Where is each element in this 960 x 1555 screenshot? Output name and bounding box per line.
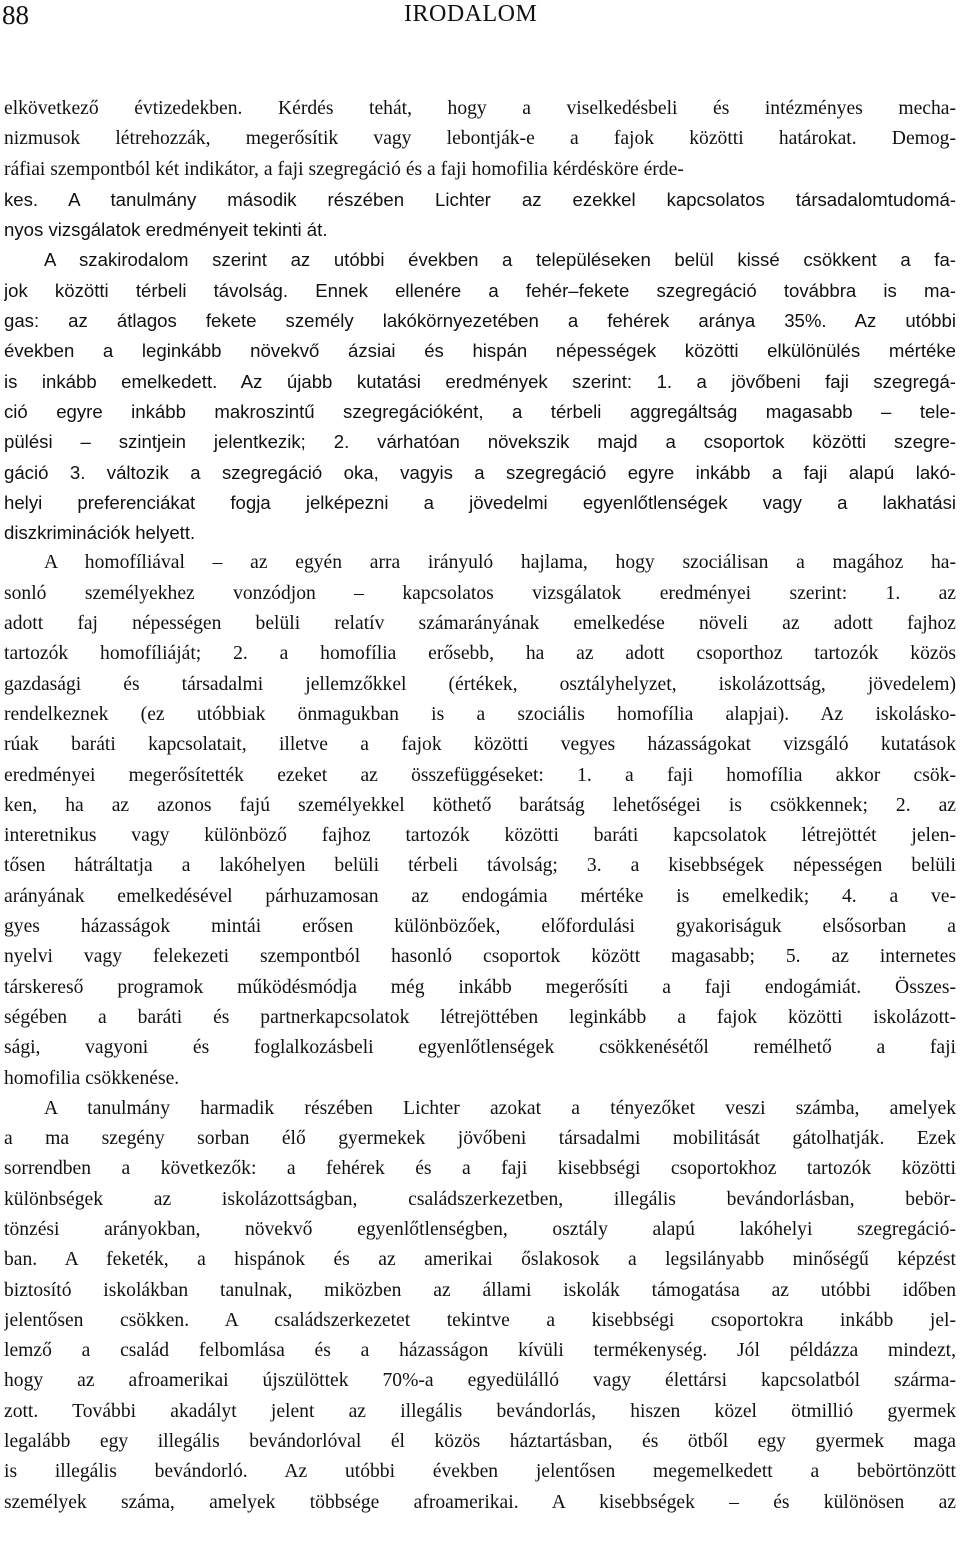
text-line: eredményei megerősítették ezeket az összefüggéseket: 1. a faji homofília akkor csök-: [4, 764, 956, 786]
text-line: tönzési arányokban, növekvő egyenlőtlenségben, osztály alapú lakóhelyi szegregáció-: [4, 1218, 956, 1240]
text-line: A tanulmány harmadik részében Lichter azokat a tényezőket veszi számba, amelyek: [44, 1097, 956, 1119]
paragraph: [4, 548, 956, 1093]
paragraph: [4, 185, 956, 246]
running-title: IRODALOM: [404, 1, 538, 27]
text-line: zott. További akadályt jelent az illegális bevándorlás, hiszen közel ötmillió gyermek: [4, 1400, 956, 1422]
text-line: ségében a baráti és partnerkapcsolatok létrejöttében leginkább a fajok közötti iskolázott-: [4, 1006, 956, 1028]
text-line: sonló személyekhez vonzódjon – kapcsolatos vizsgálatok eredményei szerint: 1. az: [4, 582, 956, 604]
text-line: elkövetkező évtizedekben. Kérdés tehát, hogy a viselkedésbeli és intézményes mecha-: [4, 98, 956, 119]
text-line: A homofíliával – az egyén arra irányuló hajlama, hogy szociálisan a magához ha-: [44, 552, 956, 574]
text-line: ban. A feketék, a hispánok és az amerikai őslakosok a legsilányabb minőségű képzést: [4, 1249, 956, 1271]
text-line: A szakirodalom szerint az utóbbi években a településeken belül kissé csökkent a fa-: [44, 249, 956, 271]
text-line: jok közötti térbeli távolság. Ennek ellenére a fehér–fekete szegregáció továbbra is ma-: [4, 279, 956, 301]
text-line: társkereső programok működésmódja még inkább megerősíti a faji endogámiát. Összes-: [4, 976, 956, 998]
text-line: homofilia csökkenése.: [4, 1067, 180, 1089]
text-line: rendelkeznek (ez utóbbiak önmagukban is a szociális homofília alapjai). Az iskolásko-: [4, 703, 956, 725]
text-line: a ma szegény sorban élő gyermekek jövőbeni társadalmi mobilitását gátolhatják. Ezek: [4, 1128, 956, 1150]
text-line: sági, vagyoni és foglalkozásbeli egyenlőtlenségek csökkenésétől remélhető a faji: [4, 1037, 956, 1059]
text-line: gáció 3. változik a szegregáció oka, vagyis a szegregáció egyre inkább a faji alapú lakó-: [4, 461, 956, 483]
text-line: években a leginkább növekvő ázsiai és hispán népességek közötti elkülönülés mértéke: [4, 340, 956, 362]
paragraph: [4, 245, 956, 548]
text-line: interetnikus vagy különböző fajhoz tartozók közötti baráti kapcsolatok létrejöttét jelen-: [4, 825, 956, 847]
text-line: kes. A tanulmány második részében Lichter az ezekkel kapcsolatos társadalomtudomá-: [4, 188, 956, 210]
text-line: gyes házasságok mintái erősen különbözőek, előfordulási gyakoriságuk elsősorban a: [4, 916, 956, 938]
text-line: személyek száma, amelyek többsége afroamerikai. A kisebbségek – és különösen az: [4, 1491, 956, 1513]
text-line: gazdasági és társadalmi jellemzőkkel (értékek, osztályhelyzet, iskolázottság, jövedelem): [4, 673, 956, 695]
text-line: jelentősen csökken. A családszerkezetet tekintve a kisebbségi csoportokra inkább jel-: [4, 1309, 956, 1331]
text-line: is inkább emelkedett. Az újabb kutatási eredmények szerint: 1. a jövőbeni faji szegregá-: [4, 370, 956, 392]
text-line: nyelvi vagy felekezeti szempontból hasonló csoportok között magasabb; 5. az internetes: [4, 946, 956, 968]
page-header: [0, 0, 960, 34]
text-line: ció egyre inkább makroszintű szegregációként, a térbeli aggregáltság magasabb – tele-: [4, 400, 956, 422]
text-line: arányának emelkedésével párhuzamosan az endogámia mértéke is emelkedik; 4. a ve-: [4, 885, 956, 907]
text-line: helyi preferenciákat fogja jelképezni a jövedelmi egyenlőtlenségek vagy a lakhatási: [4, 491, 956, 513]
text-line: adott faj népességen belüli relatív számarányának emelkedése növeli az adott fajhoz: [4, 613, 956, 635]
text-line: rúak baráti kapcsolatait, illetve a fajok közötti vegyes házasságokat vizsgáló kutatások: [4, 734, 956, 756]
text-line: pülési – szintjein jelentkezik; 2. várhatóan növekszik majd a csoportok közötti szegre-: [4, 431, 956, 453]
text-line: legalább egy illegális bevándorlóval él közös háztartásban, és ötből egy gyermek maga: [4, 1431, 956, 1453]
text-line: lemző a család felbomlása és a házasságon kívüli termékenység. Jól példázza mindezt,: [4, 1340, 956, 1362]
text-line: ráfiai szempontból két indikátor, a faji szegregáció és a faji homofilia kérdésköre érde-: [4, 158, 684, 180]
text-line: diszkriminációk helyett.: [4, 522, 196, 544]
body-text: [4, 94, 956, 1518]
text-line: biztosító iskolákban tanulnak, miközben az állami iskolák támogatása az utóbbi időben: [4, 1279, 956, 1301]
text-line: ken, ha az azonos fajú személyekkel köthető barátság lehetőségei is csökkennek; 2. az: [4, 794, 956, 816]
text-line: tartozók homofíliáját; 2. a homofília erősebb, ha az adott csoporthoz tartozók közös: [4, 643, 956, 665]
text-line: is illegális bevándorló. Az utóbbi években jelentősen megemelkedett a bebörtönzött: [4, 1461, 956, 1483]
paragraph: [4, 94, 956, 185]
text-line: nizmusok létrehozzák, megerősítik vagy lebontják-e a fajok közötti határokat. Demog-: [4, 128, 956, 150]
paragraph: [4, 1094, 956, 1518]
text-line: tősen hátráltatja a lakóhelyen belüli térbeli távolság; 3. a kisebbségek népességen belüli: [4, 855, 956, 877]
text-line: gas: az átlagos fekete személy lakókörnyezetében a fehérek aránya 35%. Az utóbbi: [4, 310, 956, 332]
page-number: 88: [2, 0, 29, 30]
text-line: nyos vizsgálatok eredményeit tekinti át.: [4, 219, 328, 241]
text-line: sorrendben a következők: a fehérek és a faji kisebbségi csoportokhoz tartozók közötti: [4, 1158, 956, 1180]
text-line: különbségek az iskolázottságban, családszerkezetben, illegális bevándorlásban, bebör-: [4, 1188, 956, 1210]
text-line: hogy az afroamerikai újszülöttek 70%-a egyedülálló vagy élettársi kapcsolatból szárma-: [4, 1370, 956, 1392]
